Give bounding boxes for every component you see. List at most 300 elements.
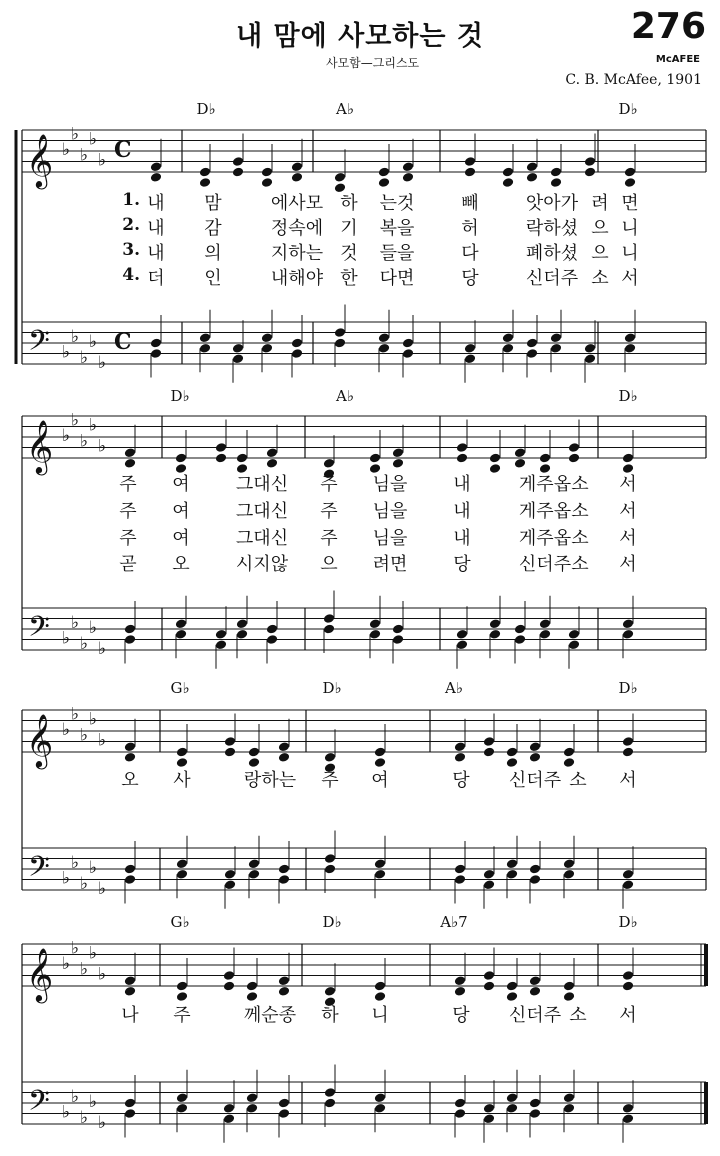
note-head bbox=[323, 458, 336, 469]
lyric-syllable: 그대신 bbox=[235, 474, 289, 495]
note-head bbox=[456, 629, 469, 640]
chord-symbol: A♭ bbox=[336, 387, 354, 405]
note-head bbox=[622, 1103, 635, 1114]
note-head bbox=[223, 1113, 236, 1124]
flat-sign-icon: ♭ bbox=[98, 964, 107, 985]
lyric-syllable: 기 bbox=[340, 218, 358, 239]
note-head bbox=[291, 172, 304, 183]
note-head bbox=[529, 863, 542, 874]
lyric-syllable: 주 bbox=[320, 528, 338, 549]
note-head bbox=[529, 752, 542, 763]
note-head bbox=[224, 746, 237, 757]
note-head bbox=[374, 1103, 387, 1114]
lyric-syllable: 그대신 bbox=[235, 501, 289, 522]
note-head bbox=[563, 858, 576, 869]
note-head bbox=[392, 634, 405, 645]
note-head bbox=[261, 332, 274, 343]
hymn-number: 276 bbox=[630, 6, 706, 47]
note-head bbox=[529, 1108, 542, 1119]
note-head bbox=[568, 442, 581, 453]
lyric-syllable: 주 bbox=[119, 528, 137, 549]
note-head bbox=[124, 447, 137, 458]
lyric-syllable: 으 bbox=[320, 554, 338, 575]
note-head bbox=[502, 343, 515, 354]
note-head bbox=[550, 343, 563, 354]
lyric-syllable: 게주옵 bbox=[518, 501, 572, 522]
chord-symbol: A♭ bbox=[445, 679, 463, 697]
flat-sign-icon: ♭ bbox=[62, 628, 71, 649]
note-head bbox=[563, 746, 576, 757]
lyric-syllable: 내 bbox=[453, 501, 471, 522]
flat-sign-icon: ♭ bbox=[71, 612, 80, 633]
note-head bbox=[215, 629, 228, 640]
note-head bbox=[454, 874, 467, 885]
note-head bbox=[261, 166, 274, 177]
flat-sign-icon: ♭ bbox=[80, 959, 89, 980]
note-head bbox=[624, 332, 637, 343]
note-head bbox=[539, 452, 552, 463]
bass-clef-icon: 𝄢 bbox=[28, 324, 50, 365]
note-head bbox=[374, 858, 387, 869]
note-head bbox=[324, 752, 337, 763]
lyric-syllable: 락하셨 bbox=[525, 218, 579, 239]
flat-sign-icon: ♭ bbox=[98, 1113, 107, 1133]
lyric-syllable: 신더주 bbox=[508, 770, 562, 791]
flat-sign-icon: ♭ bbox=[80, 347, 89, 368]
time-signature: C bbox=[114, 329, 132, 355]
lyric-syllable: 주 bbox=[321, 770, 339, 791]
note-head bbox=[514, 634, 527, 645]
lyric-syllable: 소 bbox=[571, 528, 589, 549]
lyric-syllable: 내 bbox=[453, 474, 471, 495]
flat-sign-icon: ♭ bbox=[80, 1107, 89, 1128]
note-head bbox=[334, 327, 347, 338]
note-head bbox=[464, 343, 477, 354]
note-head bbox=[514, 458, 527, 469]
note-head bbox=[232, 166, 245, 177]
note-head bbox=[176, 980, 189, 991]
note-head bbox=[175, 618, 188, 629]
flat-sign-icon: ♭ bbox=[80, 633, 89, 654]
lyric-syllable: 여 bbox=[172, 528, 190, 549]
chord-symbol: D♭ bbox=[618, 100, 638, 118]
note-head bbox=[176, 1103, 189, 1114]
treble-clef-icon: 𝄞 bbox=[26, 419, 54, 473]
note-head bbox=[624, 343, 637, 354]
note-head bbox=[278, 986, 291, 997]
note-head bbox=[529, 741, 542, 752]
note-head bbox=[489, 618, 502, 629]
note-head bbox=[236, 452, 249, 463]
note-head bbox=[124, 1097, 137, 1108]
note-head bbox=[334, 172, 347, 183]
flat-sign-icon: ♭ bbox=[98, 150, 107, 171]
note-head bbox=[584, 166, 597, 177]
lyric-syllable: 감 bbox=[204, 218, 222, 239]
note-head bbox=[124, 975, 137, 986]
note-head bbox=[454, 986, 467, 997]
lyric-syllable: 맘 bbox=[204, 193, 222, 214]
note-head bbox=[483, 879, 496, 890]
flat-sign-icon: ♭ bbox=[62, 1102, 71, 1123]
note-head bbox=[506, 1103, 519, 1114]
note-head bbox=[278, 975, 291, 986]
flat-sign-icon: ♭ bbox=[89, 709, 98, 730]
note-head bbox=[506, 858, 519, 869]
lyric-syllable: 오 bbox=[172, 554, 190, 575]
lyric-syllable: 소 bbox=[571, 474, 589, 495]
note-head bbox=[526, 161, 539, 172]
lyric-syllable: 서 bbox=[619, 501, 637, 522]
chord-symbol: D♭ bbox=[618, 679, 638, 697]
lyric-syllable: 서 bbox=[619, 528, 637, 549]
note-head bbox=[176, 1092, 189, 1103]
flat-sign-icon: ♭ bbox=[71, 704, 80, 725]
note-head bbox=[378, 166, 391, 177]
note-head bbox=[124, 863, 137, 874]
note-head bbox=[402, 161, 415, 172]
note-head bbox=[175, 629, 188, 640]
note-head bbox=[334, 337, 347, 348]
flat-sign-icon: ♭ bbox=[62, 954, 71, 974]
lyric-syllable: 다 bbox=[461, 243, 479, 264]
lyric-syllable: 신더주 bbox=[518, 554, 572, 575]
flat-sign-icon: ♭ bbox=[62, 868, 71, 889]
flat-sign-icon: ♭ bbox=[98, 879, 107, 899]
lyric-syllable: 서 bbox=[621, 268, 639, 289]
note-head bbox=[176, 746, 189, 757]
note-head bbox=[456, 639, 469, 650]
note-head bbox=[369, 452, 382, 463]
note-head bbox=[529, 986, 542, 997]
note-head bbox=[246, 1103, 259, 1114]
flat-sign-icon: ♭ bbox=[89, 332, 98, 352]
lyric-syllable: 께순종 bbox=[243, 1005, 297, 1026]
note-head bbox=[622, 629, 635, 640]
note-head bbox=[236, 618, 249, 629]
note-head bbox=[278, 863, 291, 874]
note-head bbox=[456, 452, 469, 463]
note-head bbox=[215, 442, 228, 453]
note-head bbox=[369, 629, 382, 640]
lyric-syllable: 것 bbox=[340, 243, 358, 264]
lyric-syllable: 여 bbox=[172, 501, 190, 522]
flat-sign-icon: ♭ bbox=[62, 426, 71, 446]
note-head bbox=[622, 980, 635, 991]
note-head bbox=[236, 629, 249, 640]
note-head bbox=[502, 332, 515, 343]
lyric-syllable: 니 bbox=[621, 243, 639, 264]
note-head bbox=[402, 348, 415, 359]
lyric-syllable: 랑하는 bbox=[243, 770, 297, 791]
note-head bbox=[374, 980, 387, 991]
flat-sign-icon: ♭ bbox=[89, 858, 98, 878]
lyric-syllable: 주 bbox=[320, 474, 338, 495]
lyric-syllable: 앗아가 bbox=[525, 193, 579, 214]
note-head bbox=[323, 613, 336, 624]
note-head bbox=[266, 447, 279, 458]
note-head bbox=[278, 1108, 291, 1119]
note-head bbox=[278, 752, 291, 763]
note-head bbox=[199, 177, 212, 188]
flat-sign-icon: ♭ bbox=[71, 326, 80, 347]
note-head bbox=[324, 1087, 337, 1098]
note-head bbox=[246, 980, 259, 991]
note-head bbox=[176, 869, 189, 880]
lyric-syllable: 소 bbox=[569, 1005, 587, 1026]
verse-number: 4. bbox=[122, 265, 140, 285]
note-head bbox=[392, 458, 405, 469]
note-head bbox=[483, 1103, 496, 1114]
note-head bbox=[483, 736, 496, 747]
note-head bbox=[563, 869, 576, 880]
note-head bbox=[529, 975, 542, 986]
lyric-syllable: 서 bbox=[619, 770, 637, 791]
hymn-title: 내 맘에 사모하는 것 bbox=[236, 21, 484, 52]
flat-sign-icon: ♭ bbox=[98, 639, 107, 659]
lyric-syllable: 주 bbox=[173, 1005, 191, 1026]
note-head bbox=[622, 746, 635, 757]
note-head bbox=[266, 458, 279, 469]
note-head bbox=[374, 1092, 387, 1103]
bass-clef-icon: 𝄢 bbox=[28, 610, 50, 651]
chord-symbol: G♭ bbox=[170, 913, 190, 931]
lyric-syllable: 당 bbox=[452, 1005, 470, 1026]
note-head bbox=[261, 343, 274, 354]
time-signature: C bbox=[114, 137, 132, 163]
lyric-syllable: 사 bbox=[173, 770, 191, 791]
lyric-syllable: 내 bbox=[147, 243, 165, 264]
lyric-syllable: 님을 bbox=[372, 474, 408, 495]
chord-symbol: A♭7 bbox=[440, 913, 468, 931]
note-head bbox=[529, 1097, 542, 1108]
lyric-syllable: 서 bbox=[619, 554, 637, 575]
note-head bbox=[369, 618, 382, 629]
note-head bbox=[483, 970, 496, 981]
note-head bbox=[124, 874, 137, 885]
note-head bbox=[506, 869, 519, 880]
chord-symbol: D♭ bbox=[322, 679, 342, 697]
lyric-syllable: 에사모 bbox=[270, 193, 324, 214]
note-head bbox=[584, 353, 597, 364]
note-head bbox=[550, 332, 563, 343]
verse-number: 3. bbox=[122, 240, 140, 260]
note-head bbox=[223, 1103, 236, 1114]
treble-clef-icon: 𝄞 bbox=[26, 947, 54, 1001]
note-head bbox=[232, 343, 245, 354]
note-head bbox=[374, 746, 387, 757]
flat-sign-icon: ♭ bbox=[98, 436, 107, 457]
note-head bbox=[392, 623, 405, 634]
note-head bbox=[248, 869, 261, 880]
lyric-syllable: 으 bbox=[591, 243, 609, 264]
note-head bbox=[266, 634, 279, 645]
flat-sign-icon: ♭ bbox=[71, 410, 80, 431]
note-head bbox=[278, 874, 291, 885]
lyric-syllable: 내 bbox=[453, 528, 471, 549]
flat-sign-icon: ♭ bbox=[80, 873, 89, 894]
note-head bbox=[324, 863, 337, 874]
note-head bbox=[324, 986, 337, 997]
note-head bbox=[550, 166, 563, 177]
lyric-syllable: 복을 bbox=[379, 218, 415, 239]
flat-sign-icon: ♭ bbox=[62, 720, 71, 740]
lyric-syllable: 소 bbox=[591, 268, 609, 289]
lyric-syllable: 당 bbox=[461, 268, 479, 289]
lyric-syllable: 그대신 bbox=[235, 528, 289, 549]
note-head bbox=[278, 741, 291, 752]
lyric-syllable: 여 bbox=[172, 474, 190, 495]
bass-clef-icon: 𝄢 bbox=[28, 1084, 50, 1125]
note-head bbox=[464, 156, 477, 167]
flat-sign-icon: ♭ bbox=[80, 431, 89, 452]
note-head bbox=[526, 337, 539, 348]
treble-clef-icon: 𝄞 bbox=[26, 133, 54, 187]
note-head bbox=[323, 623, 336, 634]
note-head bbox=[232, 156, 245, 167]
note-head bbox=[539, 618, 552, 629]
note-head bbox=[563, 1103, 576, 1114]
note-head bbox=[402, 172, 415, 183]
bass-clef-icon: 𝄢 bbox=[28, 850, 50, 891]
note-head bbox=[150, 348, 163, 359]
lyric-syllable: 당 bbox=[453, 554, 471, 575]
lyric-syllable: 게주옵 bbox=[518, 474, 572, 495]
flat-sign-icon: ♭ bbox=[71, 1086, 80, 1107]
note-head bbox=[454, 1097, 467, 1108]
lyric-syllable: 인 bbox=[204, 268, 222, 289]
lyric-syllable: 내 bbox=[147, 193, 165, 214]
note-head bbox=[150, 172, 163, 183]
note-head bbox=[124, 752, 137, 763]
lyric-syllable: 면 bbox=[621, 193, 639, 214]
note-head bbox=[124, 458, 137, 469]
lyric-syllable: 니 bbox=[371, 1005, 389, 1026]
lyric-syllable: 의 bbox=[204, 243, 222, 264]
lyric-syllable: 허 bbox=[461, 218, 479, 239]
note-head bbox=[568, 639, 581, 650]
note-head bbox=[506, 1092, 519, 1103]
flat-sign-icon: ♭ bbox=[98, 730, 107, 751]
flat-sign-icon: ♭ bbox=[62, 140, 71, 160]
note-head bbox=[584, 343, 597, 354]
note-head bbox=[622, 869, 635, 880]
note-head bbox=[483, 869, 496, 880]
flat-sign-icon: ♭ bbox=[89, 129, 98, 150]
flat-sign-icon: ♭ bbox=[89, 1092, 98, 1112]
lyric-syllable: 님을 bbox=[372, 501, 408, 522]
flat-sign-icon: ♭ bbox=[71, 124, 80, 145]
flat-sign-icon: ♭ bbox=[71, 938, 80, 959]
lyric-syllable: 내 bbox=[147, 218, 165, 239]
note-head bbox=[374, 869, 387, 880]
lyric-syllable: 여 bbox=[371, 770, 389, 791]
note-head bbox=[150, 161, 163, 172]
note-head bbox=[176, 858, 189, 869]
composer-credit: C. B. McAfee, 1901 bbox=[565, 72, 702, 88]
note-head bbox=[261, 177, 274, 188]
lyric-syllable: 님을 bbox=[372, 528, 408, 549]
note-head bbox=[246, 1092, 259, 1103]
lyric-syllable: 지하는 bbox=[270, 243, 324, 264]
note-head bbox=[539, 629, 552, 640]
note-head bbox=[622, 879, 635, 890]
flat-sign-icon: ♭ bbox=[62, 342, 71, 363]
note-head bbox=[550, 177, 563, 188]
chord-symbol: D♭ bbox=[170, 387, 190, 405]
note-head bbox=[454, 741, 467, 752]
note-head bbox=[454, 863, 467, 874]
flat-sign-icon: ♭ bbox=[80, 725, 89, 746]
note-head bbox=[224, 736, 237, 747]
note-head bbox=[584, 156, 597, 167]
note-head bbox=[489, 452, 502, 463]
flat-sign-icon: ♭ bbox=[98, 353, 107, 373]
note-head bbox=[526, 348, 539, 359]
flat-sign-icon: ♭ bbox=[89, 943, 98, 964]
lyric-syllable: 정속에 bbox=[270, 218, 324, 239]
lyric-syllable: 내해야 bbox=[270, 268, 324, 289]
lyric-syllable: 빼 bbox=[461, 193, 479, 214]
note-head bbox=[224, 869, 237, 880]
flat-sign-icon: ♭ bbox=[89, 415, 98, 436]
note-head bbox=[502, 177, 515, 188]
lyric-syllable: 주 bbox=[119, 474, 137, 495]
lyric-syllable: 폐하셨 bbox=[525, 243, 579, 264]
note-head bbox=[266, 623, 279, 634]
note-head bbox=[175, 452, 188, 463]
flat-sign-icon: ♭ bbox=[89, 618, 98, 638]
note-head bbox=[278, 1097, 291, 1108]
chord-symbol: A♭ bbox=[336, 100, 354, 118]
note-head bbox=[622, 618, 635, 629]
lyric-syllable: 는것 bbox=[379, 193, 415, 214]
lyric-syllable: 신더주 bbox=[525, 268, 579, 289]
chord-symbol: D♭ bbox=[618, 913, 638, 931]
note-head bbox=[124, 741, 137, 752]
note-head bbox=[223, 970, 236, 981]
note-head bbox=[150, 337, 163, 348]
note-head bbox=[622, 1113, 635, 1124]
hymn-subtitle: 사모함—그리스도 bbox=[326, 56, 420, 70]
note-head bbox=[199, 343, 212, 354]
chord-symbol: D♭ bbox=[196, 100, 216, 118]
note-head bbox=[248, 746, 261, 757]
note-head bbox=[291, 348, 304, 359]
verse-number: 1. bbox=[122, 190, 140, 210]
note-head bbox=[224, 879, 237, 890]
note-head bbox=[526, 172, 539, 183]
note-head bbox=[124, 986, 137, 997]
note-head bbox=[456, 442, 469, 453]
note-head bbox=[232, 353, 245, 364]
note-head bbox=[622, 970, 635, 981]
note-head bbox=[514, 447, 527, 458]
flat-sign-icon: ♭ bbox=[71, 852, 80, 873]
note-head bbox=[124, 1108, 137, 1119]
lyric-syllable: 시지않 bbox=[235, 554, 289, 575]
note-head bbox=[392, 447, 405, 458]
lyric-syllable: 서 bbox=[619, 474, 637, 495]
lyric-syllable: 서 bbox=[619, 1005, 637, 1026]
lyric-syllable: 더 bbox=[147, 268, 165, 289]
note-head bbox=[622, 736, 635, 747]
note-head bbox=[291, 161, 304, 172]
note-head bbox=[529, 874, 542, 885]
lyric-syllable: 소 bbox=[571, 501, 589, 522]
lyric-syllable: 다면 bbox=[379, 268, 415, 289]
note-head bbox=[124, 623, 137, 634]
